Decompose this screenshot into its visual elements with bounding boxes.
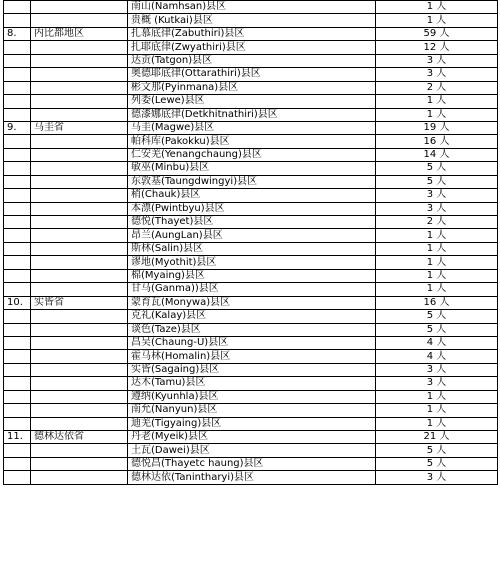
count-cell: 4 人 [376,336,498,349]
district-cell: 德林达依(Tanintharyi)县区 [128,471,376,484]
table-row [4,41,498,54]
row-number-cell [4,216,31,229]
district-cell: 扎耶底律(Zwyathiri)县区 [128,41,376,54]
region-cell [31,283,128,296]
region-cell [31,457,128,470]
table-row [4,404,498,417]
row-number-cell [4,256,31,269]
district-cell: 德悦(Thayet)县区 [128,216,376,229]
district-count-table [3,0,498,485]
table-row [4,148,498,161]
table-row [4,310,498,323]
table-row [4,283,498,296]
district-cell: 列委(Lewe)县区 [128,95,376,108]
row-number-cell: 8. [4,27,31,40]
count-cell: 1 人 [376,1,498,14]
district-cell: 稍(Chauk)县区 [128,189,376,202]
table-row [4,216,498,229]
table-row [4,350,498,363]
region-cell [31,189,128,202]
district-cell: 谈色(Taze)县区 [128,323,376,336]
row-number-cell [4,269,31,282]
table-row [4,54,498,67]
table-row [4,323,498,336]
count-cell: 1 人 [376,269,498,282]
row-number-cell [4,68,31,81]
count-cell: 16 人 [376,135,498,148]
district-cell: 帕科库(Pakokku)县区 [128,135,376,148]
row-number-cell [4,310,31,323]
region-cell [31,377,128,390]
row-number-cell: 11. [4,431,31,444]
region-cell [31,108,128,121]
region-cell [31,216,128,229]
row-number-cell [4,135,31,148]
region-cell [31,162,128,175]
district-cell: 贵概 (Kutkai)县区 [128,14,376,27]
table-row [4,336,498,349]
district-cell: 德悦昌(Thayetc haung)县区 [128,457,376,470]
row-number-cell [4,444,31,457]
table-row [4,444,498,457]
district-cell: 霍马林(Homalin)县区 [128,350,376,363]
district-cell: 奥德耶底律(Ottarathiri)县区 [128,68,376,81]
row-number-cell [4,1,31,14]
count-cell: 1 人 [376,404,498,417]
region-cell [31,323,128,336]
count-cell: 5 人 [376,175,498,188]
count-cell: 3 人 [376,54,498,67]
region-cell [31,350,128,363]
count-cell: 21 人 [376,431,498,444]
table-row [4,14,498,27]
count-cell: 19 人 [376,121,498,134]
district-cell: 实皆(Sagaing)县区 [128,363,376,376]
district-cell: 蒙育瓦(Monywa)县区 [128,296,376,309]
count-cell: 5 人 [376,162,498,175]
district-cell: 丹老(Myeik)县区 [128,431,376,444]
row-number-cell [4,363,31,376]
count-cell: 5 人 [376,310,498,323]
row-number-cell [4,95,31,108]
table-row [4,1,498,14]
row-number-cell: 9. [4,121,31,134]
count-cell: 2 人 [376,81,498,94]
count-cell: 1 人 [376,256,498,269]
row-number-cell [4,81,31,94]
district-cell: 本漂(Pwintbyu)县区 [128,202,376,215]
count-cell: 1 人 [376,242,498,255]
district-cell: 扎慕底律(Zabuthiri)县区 [128,27,376,40]
count-cell: 3 人 [376,189,498,202]
row-number-cell [4,162,31,175]
region-cell [31,229,128,242]
region-cell [31,68,128,81]
row-number-cell [4,41,31,54]
district-cell: 敏巫(Minbu)县区 [128,162,376,175]
count-cell: 3 人 [376,363,498,376]
region-cell [31,202,128,215]
region-cell: 实皆省 [31,296,128,309]
row-number-cell [4,377,31,390]
district-cell: 仁安羌(Yenangchaung)县区 [128,148,376,161]
region-cell [31,148,128,161]
row-number-cell [4,350,31,363]
table-row [4,81,498,94]
table-row [4,431,498,444]
region-cell [31,95,128,108]
count-cell: 2 人 [376,216,498,229]
table-row [4,242,498,255]
district-cell: 斯林(Salin)县区 [128,242,376,255]
table-row [4,68,498,81]
table-row [4,457,498,470]
region-cell [31,14,128,27]
table-row [4,417,498,430]
table-row [4,471,498,484]
region-cell [31,135,128,148]
region-cell [31,269,128,282]
region-cell [31,81,128,94]
table-row [4,135,498,148]
table-row [4,121,498,134]
region-cell: 马圭省 [31,121,128,134]
count-cell: 14 人 [376,148,498,161]
table-row [4,108,498,121]
count-cell: 1 人 [376,229,498,242]
region-cell [31,310,128,323]
count-cell: 5 人 [376,444,498,457]
row-number-cell: 10. [4,296,31,309]
count-cell: 1 人 [376,390,498,403]
district-cell: 昂兰(AungLan)县区 [128,229,376,242]
row-number-cell [4,189,31,202]
region-cell [31,417,128,430]
count-cell: 1 人 [376,95,498,108]
district-cell: 棉(Myaing)县区 [128,269,376,282]
count-cell: 59 人 [376,27,498,40]
region-cell [31,41,128,54]
row-number-cell [4,336,31,349]
region-cell [31,404,128,417]
count-cell: 4 人 [376,350,498,363]
row-number-cell [4,108,31,121]
count-cell: 3 人 [376,202,498,215]
table-row [4,390,498,403]
district-cell: 土瓦(Dawei)县区 [128,444,376,457]
count-cell: 5 人 [376,323,498,336]
table-row [4,95,498,108]
count-cell: 16 人 [376,296,498,309]
table-row [4,202,498,215]
table-body [4,1,498,485]
region-cell [31,175,128,188]
count-cell: 12 人 [376,41,498,54]
table-row [4,27,498,40]
row-number-cell [4,390,31,403]
region-cell: 德林达依省 [31,431,128,444]
row-number-cell [4,148,31,161]
count-cell: 3 人 [376,471,498,484]
row-number-cell [4,404,31,417]
region-cell [31,471,128,484]
row-number-cell [4,471,31,484]
district-cell: 甘马(Ganma))县区 [128,283,376,296]
row-number-cell [4,202,31,215]
table-row [4,162,498,175]
region-cell [31,390,128,403]
count-cell: 5 人 [376,457,498,470]
row-number-cell [4,14,31,27]
region-cell [31,242,128,255]
count-cell: 1 人 [376,108,498,121]
district-cell: 达贡(Tatgon)县区 [128,54,376,67]
table-row [4,363,498,376]
region-cell [31,1,128,14]
row-number-cell [4,283,31,296]
row-number-cell [4,242,31,255]
row-number-cell [4,54,31,67]
table-row [4,256,498,269]
district-cell: 东敦基(Taungdwingyi)县区 [128,175,376,188]
row-number-cell [4,457,31,470]
district-cell: 彬文那(Pyinmana)县区 [128,81,376,94]
district-cell: 南允(Nanyun)县区 [128,404,376,417]
count-cell: 3 人 [376,377,498,390]
region-cell [31,363,128,376]
table-row [4,377,498,390]
district-cell: 谬地(Myothit)县区 [128,256,376,269]
region-cell [31,336,128,349]
row-number-cell [4,323,31,336]
region-cell [31,444,128,457]
region-cell [31,256,128,269]
count-cell: 1 人 [376,417,498,430]
table-row [4,189,498,202]
table-row [4,269,498,282]
district-cell: 达木(Tamu)县区 [128,377,376,390]
row-number-cell [4,229,31,242]
district-cell: 迪羌(Tigyaing)县区 [128,417,376,430]
row-number-cell [4,417,31,430]
count-cell: 3 人 [376,68,498,81]
table-row [4,175,498,188]
table-row [4,229,498,242]
table-row [4,296,498,309]
count-cell: 1 人 [376,14,498,27]
count-cell: 1 人 [376,283,498,296]
district-cell: 昌吴(Chaung-U)县区 [128,336,376,349]
district-cell: 克礼(Kalay)县区 [128,310,376,323]
district-cell: 德漆娜底律(Detkhitnathiri)县区 [128,108,376,121]
region-cell: 内比都地区 [31,27,128,40]
region-cell [31,54,128,67]
row-number-cell [4,175,31,188]
district-cell: 遵纳(Kyunhla)县区 [128,390,376,403]
district-cell: 马圭(Magwe)县区 [128,121,376,134]
district-cell: 南山(Namhsan)县区 [128,1,376,14]
